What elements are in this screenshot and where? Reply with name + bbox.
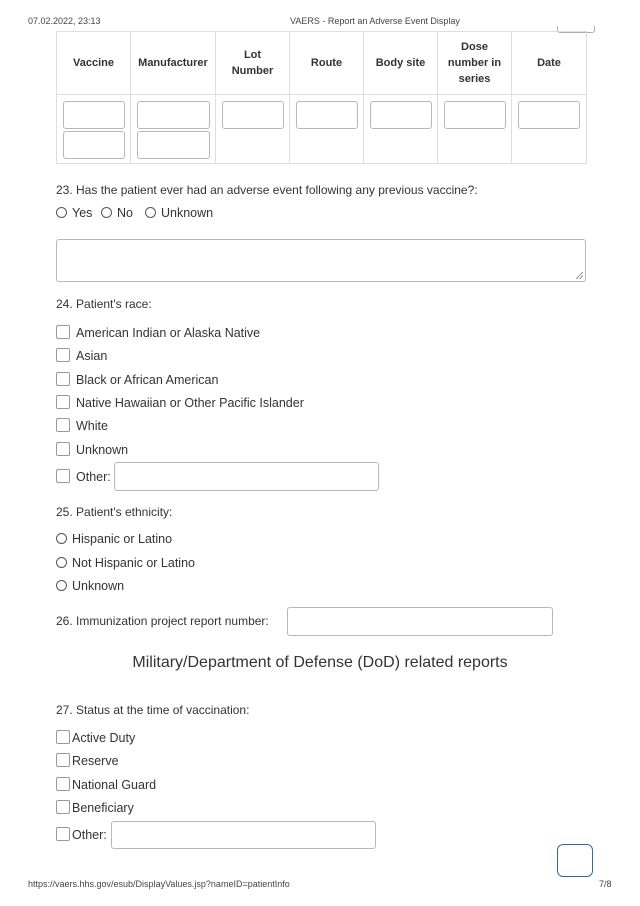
- vaccine-select[interactable]: [63, 101, 125, 129]
- col-body-site: Body site: [364, 32, 438, 95]
- cell-manufacturer: [131, 95, 216, 164]
- col-manufacturer: Manufacturer: [131, 32, 216, 95]
- status-active-duty[interactable]: Active Duty: [56, 730, 135, 745]
- vaccine-table: [56, 31, 587, 164]
- status-beneficiary[interactable]: Beneficiary: [56, 800, 134, 815]
- resize-handle-icon[interactable]: [576, 272, 583, 279]
- col-vaccine: Vaccine: [57, 32, 131, 95]
- print-page-number: 7/8: [599, 879, 612, 889]
- dose-number-input[interactable]: [444, 101, 506, 129]
- manufacturer-select[interactable]: [137, 101, 210, 129]
- status-other-input[interactable]: [111, 821, 376, 849]
- checkbox-icon[interactable]: [56, 800, 70, 814]
- print-datetime: 07.02.2022, 23:13: [28, 16, 101, 26]
- race-black[interactable]: Black or African American: [56, 372, 218, 387]
- lot-number-input[interactable]: [222, 101, 284, 129]
- ethnicity-not-hispanic[interactable]: Not Hispanic or Latino: [56, 556, 195, 570]
- radio-icon[interactable]: [101, 207, 112, 218]
- radio-icon[interactable]: [56, 533, 67, 544]
- q23-unknown[interactable]: Unknown: [145, 206, 213, 220]
- race-other-input[interactable]: [114, 462, 379, 491]
- scroll-to-top-button[interactable]: [557, 844, 593, 877]
- checkbox-icon[interactable]: [56, 827, 70, 841]
- checkbox-icon[interactable]: [56, 325, 70, 339]
- manufacturer-select-2[interactable]: [137, 131, 210, 159]
- ethnicity-unknown[interactable]: Unknown: [56, 579, 124, 593]
- q25-label: 25. Patient's ethnicity:: [56, 505, 173, 519]
- cell-route: [290, 95, 364, 164]
- checkbox-icon[interactable]: [56, 442, 70, 456]
- status-reserve[interactable]: Reserve: [56, 753, 119, 768]
- status-national-guard[interactable]: National Guard: [56, 777, 156, 792]
- radio-icon[interactable]: [56, 580, 67, 591]
- checkbox-icon[interactable]: [56, 730, 70, 744]
- radio-icon[interactable]: [56, 557, 67, 568]
- ethnicity-hispanic[interactable]: Hispanic or Latino: [56, 532, 172, 546]
- print-url: https://vaers.hhs.gov/esub/DisplayValues.jsp?nameID=patientInfo: [28, 879, 290, 889]
- vaccine-select-2[interactable]: [63, 131, 125, 159]
- q27-label: 27. Status at the time of vaccination:: [56, 703, 250, 717]
- q23-details-textarea[interactable]: [56, 239, 586, 282]
- checkbox-icon[interactable]: [56, 418, 70, 432]
- checkbox-icon[interactable]: [56, 372, 70, 386]
- race-white[interactable]: White: [56, 418, 108, 433]
- checkbox-icon[interactable]: [56, 753, 70, 767]
- radio-icon[interactable]: [145, 207, 156, 218]
- table-row: [57, 95, 587, 164]
- immunization-report-number-input[interactable]: [287, 607, 553, 636]
- race-unknown[interactable]: Unknown: [56, 442, 128, 457]
- q23-label: 23. Has the patient ever had an adverse event following any previous vaccine?:: [56, 183, 478, 197]
- col-route: Route: [290, 32, 364, 95]
- race-native-hawaiian[interactable]: Native Hawaiian or Other Pacific Islander: [56, 395, 304, 410]
- q23-no[interactable]: No: [101, 206, 133, 220]
- date-input[interactable]: [518, 101, 580, 129]
- checkbox-icon[interactable]: [56, 395, 70, 409]
- col-date: Date: [512, 32, 587, 95]
- race-american-indian[interactable]: American Indian or Alaska Native: [56, 325, 260, 340]
- q26-label: 26. Immunization project report number:: [56, 614, 269, 628]
- q23-yes[interactable]: Yes: [56, 206, 92, 220]
- cell-body-site: [364, 95, 438, 164]
- table-header-row: [57, 32, 587, 95]
- cell-lot: [216, 95, 290, 164]
- col-lot-number: Lot Number: [216, 32, 290, 95]
- q24-label: 24. Patient's race:: [56, 297, 152, 311]
- radio-icon[interactable]: [56, 207, 67, 218]
- checkbox-icon[interactable]: [56, 469, 70, 483]
- cell-date: [512, 95, 587, 164]
- checkbox-icon[interactable]: [56, 777, 70, 791]
- checkbox-icon[interactable]: [56, 348, 70, 362]
- military-section-title: Military/Department of Defense (DoD) related reports: [132, 654, 508, 671]
- route-select[interactable]: [296, 101, 358, 129]
- cell-dose: [438, 95, 512, 164]
- race-other[interactable]: Other:: [56, 469, 111, 484]
- cell-vaccine: [57, 95, 131, 164]
- body-site-select[interactable]: [370, 101, 432, 129]
- race-asian[interactable]: Asian: [56, 348, 107, 363]
- col-dose-number: Dose number in series: [438, 32, 512, 95]
- print-page-title: VAERS - Report an Adverse Event Display: [290, 16, 460, 26]
- status-other[interactable]: Other:: [56, 827, 107, 842]
